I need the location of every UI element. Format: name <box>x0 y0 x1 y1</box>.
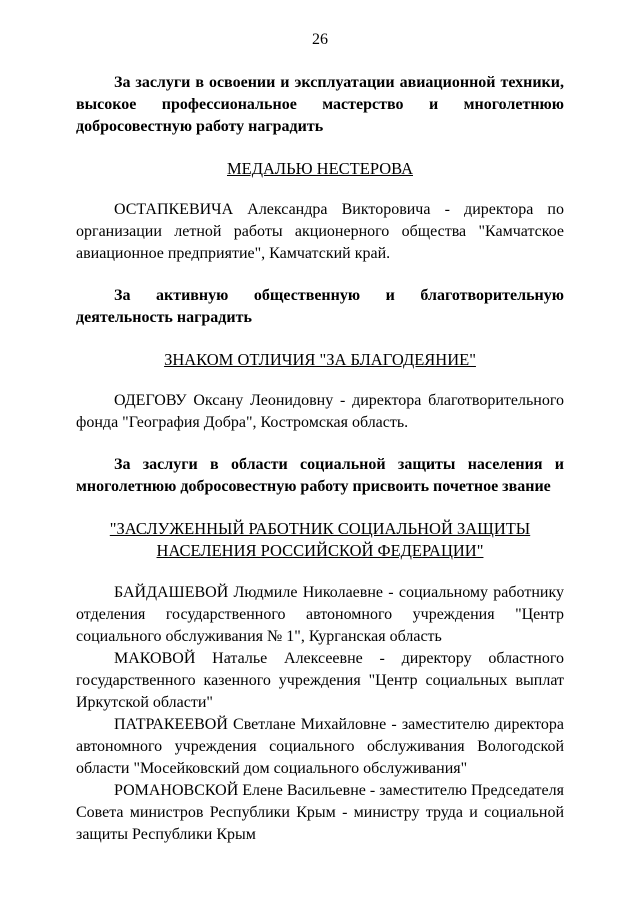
awardee-baydasheva: БАЙДАШЕВОЙ Людмиле Николаевне - социальному работнику отделения государственного автономного учреждения "Центр социального обслуживания № 1", Курганская область <box>76 584 564 645</box>
decree-text-charity: За активную общественную и благотворительную деятельность наградить <box>76 287 564 326</box>
award-title-nesterov-medal: МЕДАЛЬЮ НЕСТЕРОВА <box>226 159 413 178</box>
document-body <box>76 72 564 846</box>
page-number: 26 <box>312 31 328 48</box>
awardee-ostapkevich: ОСТАПКЕВИЧА Александра Викторовича - директора по организации летной работы акционерного общества "Камчатское авиационное предприятие", Камчатский край. <box>76 201 564 262</box>
award-title-charity-badge: ЗНАКОМ ОТЛИЧИЯ "ЗА БЛАГОДЕЯНИЕ" <box>164 350 476 369</box>
award-title-line: НАСЕЛЕНИЯ РОССИЙСКОЙ ФЕДЕРАЦИИ" <box>156 541 484 560</box>
awardee-makova: МАКОВОЙ Наталье Алексеевне - директору областного государственного казенного учреждения "Центр социальных выплат Иркутской области" <box>76 650 564 711</box>
decree-text-nesterov: За заслуги в освоении и эксплуатации авиационной техники, высокое профессиональное мастерство и многолетнюю добросовестную работу наградить <box>76 74 564 135</box>
awardee-romanovskaya: РОМАНОВСКОЙ Елене Васильевне - заместителю Председателя Совета министров Республики Крым - министру труда и социальной защиты Республики Крым <box>76 782 564 843</box>
decree-text-social-protection: За заслуги в области социальной защиты населения и многолетнюю добросовестную работу присвоить почетное звание <box>76 456 564 495</box>
award-title-honored-social-worker <box>76 518 564 562</box>
awardee-odegova: ОДЕГОВУ Оксану Леонидовну - директора благотворительного фонда "География Добра", Костромская область. <box>76 392 564 431</box>
awardee-patrakeeva: ПАТРАКЕЕВОЙ Светлане Михайловне - заместителю директора автономного учреждения социального обслуживания Вологодской области "Мосейковский дом социального обслуживания" <box>76 716 564 777</box>
award-title-line: "ЗАСЛУЖЕННЫЙ РАБОТНИК СОЦИАЛЬНОЙ ЗАЩИТЫ <box>109 519 531 538</box>
